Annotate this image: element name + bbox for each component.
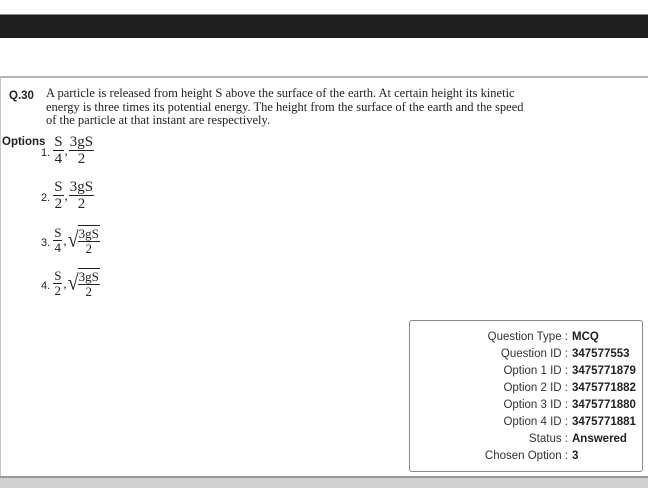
numerator: S bbox=[54, 268, 62, 283]
info-label: Option 1 ID : bbox=[503, 365, 568, 377]
numerator: S bbox=[54, 134, 63, 150]
denominator: 4 bbox=[54, 151, 63, 167]
info-label: Status : bbox=[529, 433, 568, 445]
info-value: 3475771879 bbox=[572, 365, 636, 377]
denominator: 2 bbox=[77, 151, 86, 167]
question-info-box bbox=[409, 320, 643, 472]
info-row-status bbox=[410, 433, 642, 450]
option-number: 2. bbox=[41, 191, 51, 204]
top-header-bar bbox=[0, 14, 648, 38]
denominator: 4 bbox=[54, 240, 62, 255]
denominator: 2 bbox=[54, 196, 63, 212]
option-number: 3. bbox=[41, 236, 51, 249]
question-panel bbox=[0, 76, 648, 478]
info-row-option-1-id bbox=[410, 365, 642, 382]
denominator: 2 bbox=[77, 196, 86, 212]
height-fraction bbox=[53, 134, 63, 167]
info-value: Answered bbox=[572, 433, 627, 445]
height-fraction bbox=[53, 226, 62, 255]
options-label: Options bbox=[2, 136, 46, 148]
option-number: 1. bbox=[41, 146, 51, 159]
info-row-option-2-id bbox=[410, 382, 642, 399]
question-number: Q.30 bbox=[9, 90, 34, 102]
question-text: A particle is released from height S above the surface of the earth. At certain height its kinetic energy is three times its potential energy. The height from the surface of the earth and the speed of the particle at that instant are respectively. bbox=[46, 86, 524, 127]
option-3 bbox=[41, 225, 100, 256]
info-label: Question Type : bbox=[487, 331, 568, 343]
numerator: S bbox=[54, 179, 63, 195]
numerator: 3gS bbox=[78, 226, 99, 241]
denominator: 2 bbox=[85, 284, 93, 299]
speed-fraction bbox=[69, 134, 94, 167]
comma: , bbox=[64, 187, 68, 203]
comma: , bbox=[64, 142, 68, 158]
info-label: Chosen Option : bbox=[484, 450, 568, 462]
square-root bbox=[68, 268, 100, 299]
info-value: 3475771880 bbox=[572, 399, 636, 411]
comma: , bbox=[63, 275, 67, 291]
info-value: 3475771882 bbox=[572, 382, 636, 394]
info-label: Option 2 ID : bbox=[503, 382, 568, 394]
square-root bbox=[68, 225, 100, 256]
info-value: 347577553 bbox=[572, 348, 630, 360]
radical-icon: √ bbox=[67, 270, 79, 296]
option-number: 4. bbox=[41, 279, 51, 292]
info-label: Option 4 ID : bbox=[503, 416, 568, 428]
bottom-divider-bar bbox=[0, 476, 648, 488]
radical-icon: √ bbox=[67, 227, 79, 253]
numerator: 3gS bbox=[69, 134, 94, 150]
speed-fraction bbox=[69, 179, 94, 212]
info-value: 3 bbox=[572, 450, 579, 462]
denominator: 2 bbox=[54, 283, 62, 298]
speed-fraction bbox=[78, 225, 100, 256]
info-row-question-id bbox=[410, 348, 642, 365]
info-value: MCQ bbox=[572, 331, 599, 343]
info-value: 3475771881 bbox=[572, 416, 636, 428]
info-row-option-4-id bbox=[410, 416, 642, 433]
option-2 bbox=[41, 179, 94, 212]
option-1 bbox=[41, 134, 94, 167]
height-fraction bbox=[53, 269, 62, 298]
info-row-option-3-id bbox=[410, 399, 642, 416]
option-4 bbox=[41, 268, 100, 299]
info-row-question-type bbox=[410, 331, 642, 348]
comma: , bbox=[63, 232, 67, 248]
height-fraction bbox=[53, 179, 63, 212]
numerator: 3gS bbox=[78, 269, 99, 284]
info-row-chosen-option bbox=[410, 450, 642, 467]
numerator: 3gS bbox=[69, 179, 94, 195]
denominator: 2 bbox=[85, 241, 93, 256]
info-label: Option 3 ID : bbox=[503, 399, 568, 411]
info-label: Question ID : bbox=[500, 348, 568, 360]
speed-fraction bbox=[78, 268, 100, 299]
numerator: S bbox=[54, 225, 62, 240]
